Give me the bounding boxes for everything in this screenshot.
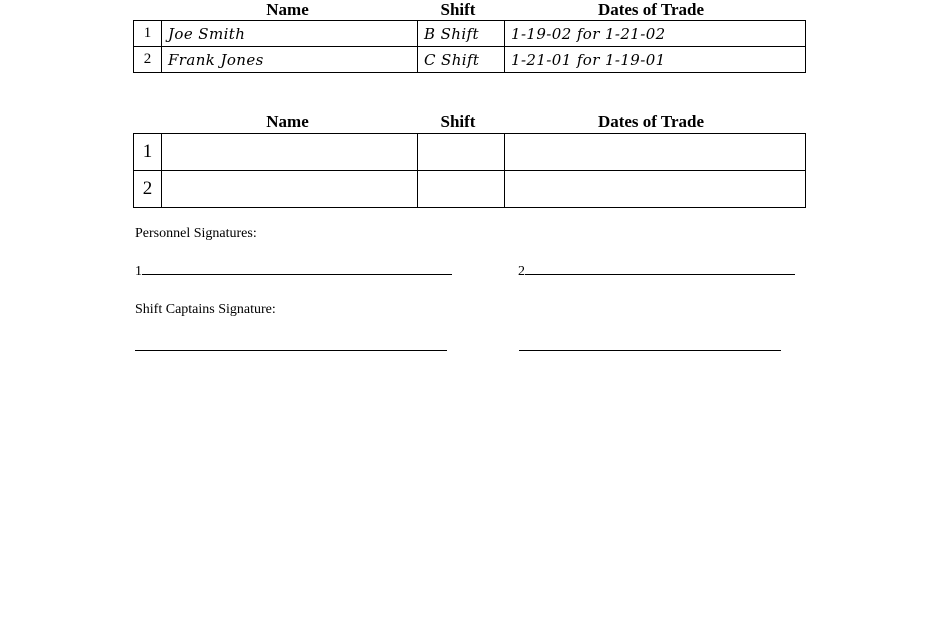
row-shift-value: C Shift: [424, 50, 480, 69]
row-number: 2: [134, 47, 162, 73]
row-number: 1: [134, 134, 162, 171]
header-name: Name: [266, 0, 309, 19]
shift-trade-table-filled: [133, 20, 806, 73]
row-shift-cell[interactable]: [418, 47, 505, 73]
personnel-signature-line-1[interactable]: [135, 262, 452, 280]
table-row: [134, 171, 806, 208]
row-name-value: Frank Jones: [168, 50, 264, 69]
row-dates-cell[interactable]: [505, 21, 806, 47]
signature-line-2-number: 2: [518, 264, 525, 279]
row-name-cell[interactable]: [162, 21, 418, 47]
row-name-cell[interactable]: [162, 171, 418, 208]
row-dates-cell[interactable]: [505, 47, 806, 73]
personnel-signatures-label: Personnel Signatures:: [135, 226, 257, 241]
table-row: [134, 21, 806, 47]
shift-captains-signature-label: Shift Captains Signature:: [135, 302, 276, 317]
table-row: [134, 47, 806, 73]
row-number: 1: [134, 21, 162, 47]
shift-trade-table-empty: [133, 133, 806, 208]
signature-rule: [525, 262, 795, 275]
signature-rule: [135, 338, 447, 351]
header-shift: Shift: [440, 0, 476, 19]
row-shift-value: B Shift: [424, 24, 479, 43]
row-dates-value: 1-19-02 for 1-21-02: [511, 24, 666, 43]
row-name-cell[interactable]: [162, 47, 418, 73]
shift-captain-signature-line-right[interactable]: [519, 338, 781, 356]
header-dates-of-trade: Dates of Trade: [597, 112, 705, 131]
table-row: [134, 134, 806, 171]
row-dates-cell[interactable]: [505, 134, 806, 171]
row-name-cell[interactable]: [162, 134, 418, 171]
row-dates-value: 1-21-01 for 1-19-01: [511, 50, 666, 69]
table-empty-header: [133, 110, 803, 132]
personnel-signature-line-2[interactable]: [518, 262, 795, 280]
row-name-value: Joe Smith: [168, 24, 246, 43]
row-shift-cell[interactable]: [418, 134, 505, 171]
shift-captain-signature-line-left[interactable]: [135, 338, 447, 356]
row-number: 2: [134, 171, 162, 208]
signature-rule: [142, 262, 452, 275]
row-shift-cell[interactable]: [418, 171, 505, 208]
row-shift-cell[interactable]: [418, 21, 505, 47]
header-name: Name: [266, 112, 309, 131]
table-filled-header: [133, 0, 803, 20]
header-dates-of-trade: Dates of Trade: [597, 0, 705, 19]
signature-rule: [519, 338, 781, 351]
header-shift: Shift: [440, 112, 476, 131]
signature-line-1-number: 1: [135, 264, 142, 279]
row-dates-cell[interactable]: [505, 171, 806, 208]
